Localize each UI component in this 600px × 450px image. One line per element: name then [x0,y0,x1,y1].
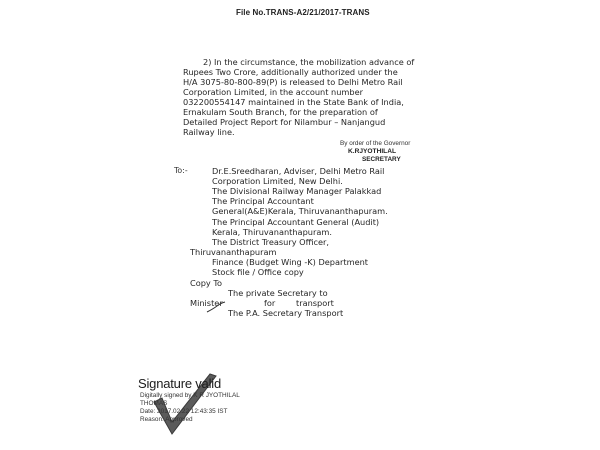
recipient-line: Finance (Budget Wing -K) Department [212,257,369,267]
paragraph-line: Corporation Limited, in the account number [183,87,363,97]
copy-to-line: The private Secretary to [228,288,328,298]
paragraph-line: Rupees Two Crore, additionally authorized under the [183,67,398,77]
by-order-line: By order of the Governor [340,140,411,147]
recipient-line: Thiruvananthapuram [190,247,277,257]
file-number: File No.TRANS-A2/21/2017-TRANS [236,8,370,17]
recipient-line: The Principal Accountant [212,196,314,206]
copy-to-transport: transport [296,298,334,308]
copy-to-minister: Minister [190,298,223,308]
recipient-line: The District Treasury Officer, [212,237,330,247]
paragraph-line: Ernakulam South Branch, for the preparation of [183,107,378,117]
paragraph-line: Railway line. [183,127,235,137]
signature-name-line: THOMAS [140,400,168,407]
recipient-line: The Divisional Railway Manager Palakkad [212,186,382,196]
paragraph-line: 032200554147 maintained in the State Bank of India, [183,97,404,107]
body-paragraph [183,57,415,137]
signature-date: Date: 2017.02.22 12:43:35 IST [140,408,228,415]
paragraph-line: H/A 3075-80-800-89(P) is released to Delhi Metro Rail [183,77,403,87]
recipient-line: The Principal Accountant General (Audit) [212,217,380,227]
paragraph-line: 2) In the circumstance, the mobilization advance of [203,57,415,67]
signer-name: K.RJYOTHILAL [348,148,396,155]
copy-to-line: The P.A. Secretary Transport [228,308,344,318]
signature-reason: Reason: Approved [140,416,193,423]
to-label: To:- [174,166,188,175]
pen-stroke-icon [205,300,227,314]
paragraph-line: Detailed Project Report for Nilambur – Nanjangud [183,117,386,127]
signature-signed-by: Digitally signed by K R JYOTHILAL [140,392,240,399]
recipient-line: Stock file / Office copy [212,267,304,277]
signer-title: SECRETARY [362,156,401,163]
recipient-line: Dr.E.Sreedharan, Adviser, Delhi Metro Rail [212,166,385,176]
recipient-line: Corporation Limited, New Delhi. [212,176,343,186]
copy-to-for: for [264,298,276,308]
recipient-line: General(A&E)Kerala, Thiruvananthapuram. [212,206,388,216]
signature-status: Signature valid [138,376,221,391]
copy-to-label: Copy To [190,278,222,288]
recipient-line: Kerala, Thiruvananthapuram. [212,227,332,237]
